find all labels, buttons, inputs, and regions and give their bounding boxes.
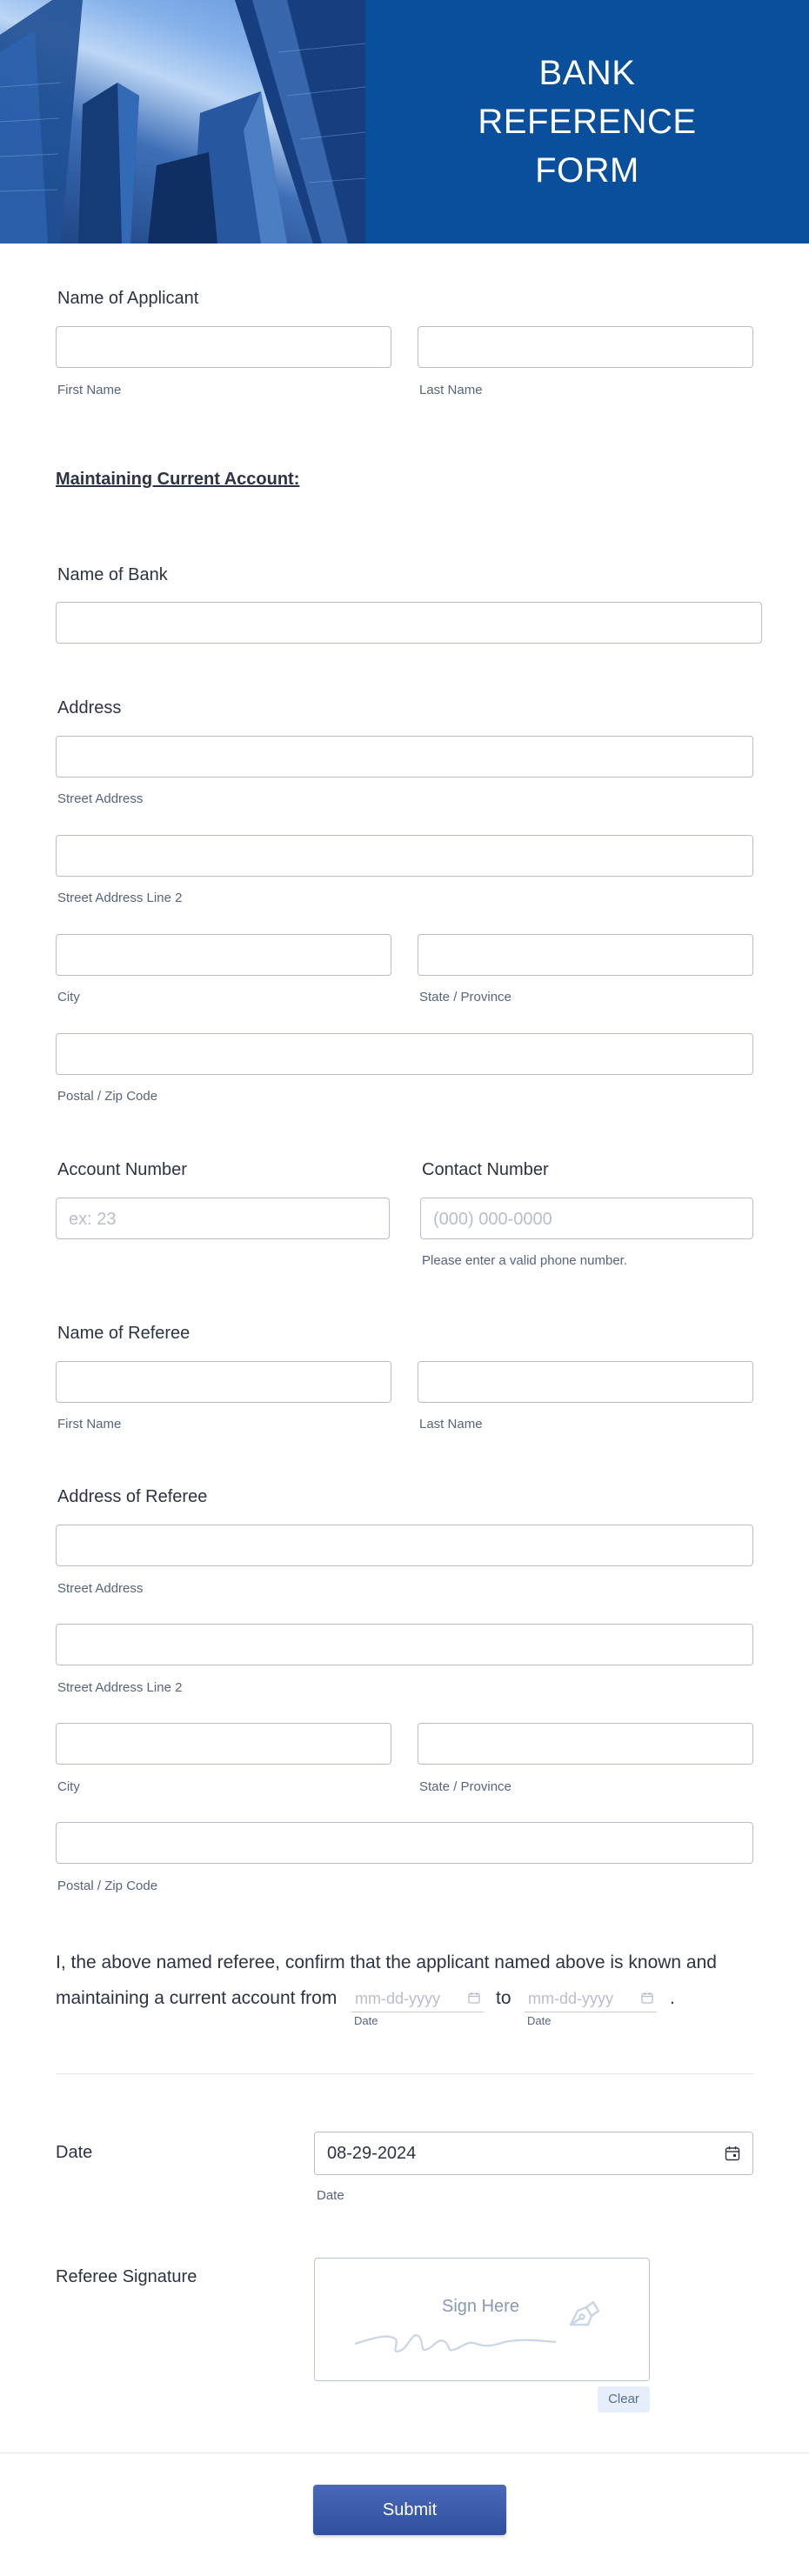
current-account-heading: Maintaining Current Account: bbox=[56, 470, 300, 489]
referee-state-province-sublabel: State / Province bbox=[419, 1779, 511, 1794]
referee-postal-code-sublabel: Postal / Zip Code bbox=[57, 1879, 158, 1893]
street-address-sublabel: Street Address bbox=[57, 791, 144, 806]
confirmation-line2: maintaining a current account from bbox=[56, 1988, 338, 2008]
bank-name-label: Name of Bank bbox=[57, 565, 168, 584]
referee-street-address-line2-input[interactable] bbox=[56, 1624, 753, 1665]
referee-city-input[interactable] bbox=[56, 1723, 391, 1765]
section-divider bbox=[56, 2073, 753, 2074]
referee-first-name-sublabel: First Name bbox=[57, 1417, 122, 1431]
signature-pad[interactable] bbox=[314, 2258, 650, 2381]
applicant-last-name-input[interactable] bbox=[418, 326, 753, 368]
referee-street-address-input[interactable] bbox=[56, 1525, 753, 1566]
applicant-name-label: Name of Applicant bbox=[57, 289, 199, 308]
confirmation-line1: I, the above named referee, confirm that the applicant named above is known and bbox=[56, 1952, 717, 1972]
date-label: Date bbox=[56, 2143, 93, 2162]
signature-prompt: Sign Here bbox=[442, 2297, 519, 2316]
referee-city-sublabel: City bbox=[57, 1779, 80, 1794]
contact-number-placeholder: (000) 000-0000 bbox=[433, 1210, 552, 1229]
from-date-sublabel: Date bbox=[354, 2014, 378, 2027]
header-title-area bbox=[365, 0, 809, 244]
to-date-sublabel: Date bbox=[527, 2014, 552, 2027]
referee-street-address-sublabel: Street Address bbox=[57, 1581, 144, 1596]
account-number-label: Account Number bbox=[57, 1160, 187, 1179]
postal-code-sublabel: Postal / Zip Code bbox=[57, 1089, 158, 1104]
contact-number-hint: Please enter a valid phone number. bbox=[422, 1253, 627, 1268]
referee-last-name-input[interactable] bbox=[418, 1361, 753, 1403]
date-value: 08-29-2024 bbox=[327, 2144, 417, 2163]
date-input[interactable] bbox=[314, 2132, 753, 2175]
referee-last-name-sublabel: Last Name bbox=[419, 1417, 483, 1431]
from-date-input[interactable] bbox=[351, 1985, 484, 2012]
referee-street-address-line2-sublabel: Street Address Line 2 bbox=[57, 1680, 183, 1695]
applicant-first-name-input[interactable] bbox=[56, 326, 391, 368]
postal-code-input[interactable] bbox=[56, 1033, 753, 1075]
account-number-placeholder: ex: 23 bbox=[69, 1210, 117, 1229]
form-title: BANK REFERENCE FORM bbox=[478, 54, 697, 190]
city-input[interactable] bbox=[56, 934, 391, 976]
confirmation-to-word: to bbox=[496, 1988, 511, 2008]
applicant-first-name-sublabel: First Name bbox=[57, 383, 122, 397]
referee-first-name-input[interactable] bbox=[56, 1361, 391, 1403]
calendar-icon[interactable] bbox=[725, 2146, 740, 2166]
referee-signature-label: Referee Signature bbox=[56, 2267, 197, 2286]
bank-name-input[interactable] bbox=[56, 602, 762, 644]
state-province-input[interactable] bbox=[418, 934, 753, 976]
state-province-sublabel: State / Province bbox=[419, 990, 511, 1004]
street-address-input[interactable] bbox=[56, 736, 753, 777]
to-date-input[interactable] bbox=[525, 1985, 657, 2012]
from-date-placeholder: mm-dd-yyyy bbox=[355, 1990, 440, 2007]
clear-signature-button[interactable]: Clear bbox=[598, 2386, 650, 2412]
street-address-line2-sublabel: Street Address Line 2 bbox=[57, 891, 183, 905]
account-number-input[interactable] bbox=[56, 1198, 390, 1239]
street-address-line2-input[interactable] bbox=[56, 835, 753, 877]
signature-pen-icon bbox=[564, 2299, 602, 2333]
submit-button[interactable]: Submit bbox=[313, 2485, 506, 2535]
calendar-icon[interactable] bbox=[641, 1992, 653, 2008]
city-sublabel: City bbox=[57, 990, 80, 1004]
contact-number-label: Contact Number bbox=[422, 1160, 549, 1179]
header-skyscraper-image bbox=[0, 0, 365, 244]
address-label: Address bbox=[57, 698, 122, 717]
calendar-icon[interactable] bbox=[468, 1992, 480, 2008]
date-sublabel: Date bbox=[317, 2188, 344, 2203]
referee-state-province-input[interactable] bbox=[418, 1723, 753, 1765]
applicant-last-name-sublabel: Last Name bbox=[419, 383, 483, 397]
referee-name-label: Name of Referee bbox=[57, 1324, 191, 1343]
confirmation-period: . bbox=[670, 1988, 675, 2008]
referee-address-label: Address of Referee bbox=[57, 1487, 208, 1506]
to-date-placeholder: mm-dd-yyyy bbox=[528, 1990, 613, 2007]
contact-number-input[interactable] bbox=[420, 1198, 753, 1239]
form-header bbox=[0, 0, 809, 244]
referee-postal-code-input[interactable] bbox=[56, 1822, 753, 1864]
